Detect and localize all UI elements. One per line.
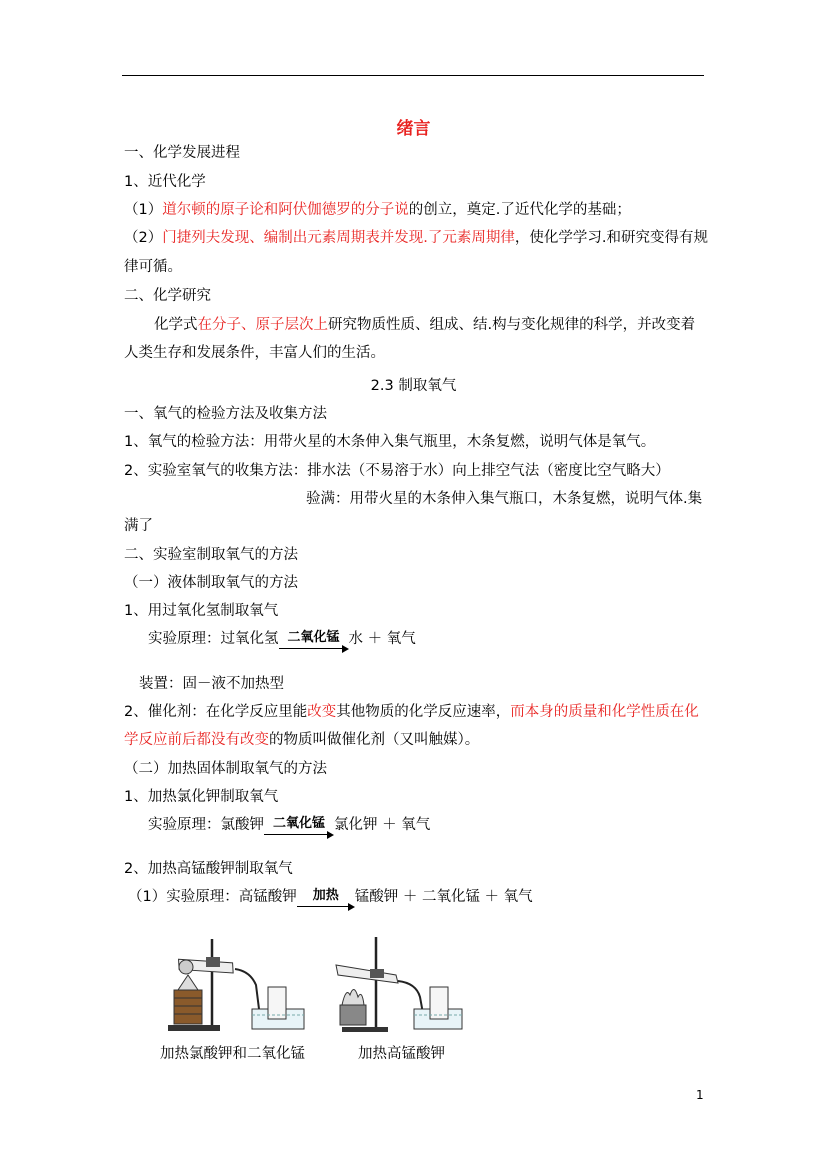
- eq3-reactant: （1）实验原理：高锰酸钾: [128, 889, 297, 905]
- catalyst-line1: [124, 702, 699, 722]
- equation-3: [128, 883, 533, 911]
- catalyst-line2: [124, 730, 479, 750]
- eq1-condition: 二氧化锰: [287, 630, 340, 645]
- cat-c: 的物质叫做催化剂（又叫触媒）。: [269, 732, 480, 748]
- equation-2: [148, 811, 430, 839]
- eq3-arrow: [297, 889, 355, 911]
- p1-rest: 的创立，奠定.了近代化学的基础；: [408, 202, 631, 218]
- figure-caption-left: 加热氯酸钾和二氧化锰: [160, 1046, 305, 1062]
- eq3-products: 锰酸钾 ＋ 二氧化锰 ＋ 氧气: [354, 889, 533, 905]
- eq1-products: 水 ＋ 氧气: [348, 631, 416, 647]
- arrow-icon: [264, 831, 334, 839]
- p2-prefix: （2）: [124, 230, 163, 246]
- cat-a: 2、催化剂：在化学反应里能: [124, 704, 308, 720]
- eq2-condition: 二氧化锰: [272, 816, 325, 831]
- chapter-title: 2.3 制取氧气: [370, 378, 457, 394]
- part1-item1: 1、氧气的检验方法：用带火星的木条伸入集气瓶里，木条复燃，说明气体是氧气。: [124, 434, 656, 450]
- section1-para2-cont: 律可循。: [124, 259, 182, 275]
- equation-1: [148, 625, 416, 653]
- eq3-condition: 加热: [312, 888, 339, 903]
- p2-rest: ，使化学学习.和研究变得有规: [514, 230, 708, 246]
- p1-highlight: 道尔顿的原子论和阿伏伽德罗的分子说: [162, 202, 409, 218]
- cat-red3: 学反应前后都没有改变: [124, 732, 269, 748]
- s2-highlight: 在分子、原子层次上: [197, 317, 328, 333]
- section2-para: [154, 315, 695, 335]
- part1-item2-cont: 验满：用带火星的木条伸入集气瓶口，木条复燃，说明气体.集: [306, 491, 703, 507]
- part1-item2-cont2: 满了: [124, 518, 153, 534]
- page-title: 绪言: [396, 119, 431, 139]
- eq1-reactant: 实验原理：过氧化氢: [148, 631, 279, 647]
- apparatus-kclo3-figure: [160, 935, 308, 1035]
- section1-heading: 一、化学发展进程: [124, 145, 240, 161]
- part2-sub1: （一）液体制取氧气的方法: [124, 575, 298, 591]
- eq1-arrow: [279, 631, 349, 653]
- cat-b: 其他物质的化学反应速率，: [336, 704, 511, 720]
- p2-highlight: 门捷列夫发现、编制出元素周期表并发现.了元素周期律: [162, 230, 515, 246]
- page-number: 1: [696, 1088, 704, 1102]
- part2-sub2-item1: 1、加热氯化钾制取氧气: [124, 789, 279, 805]
- eq2-arrow: [264, 817, 334, 839]
- cat-red2: 而本身的质量和化学性质在化: [510, 704, 699, 720]
- eq2-reactant: 实验原理：氯酸钾: [148, 817, 264, 833]
- arrow-icon: [279, 645, 349, 653]
- arrow-icon: [297, 903, 355, 911]
- part2-heading: 二、实验室制取氧气的方法: [124, 547, 298, 563]
- s2-a: 化学式: [154, 317, 198, 333]
- section2-para-cont: 人类生存和发展条件，丰富人们的生活。: [124, 345, 385, 361]
- p1-prefix: （1）: [124, 202, 163, 218]
- part2-sub2-item2: 2、加热高锰酸钾制取氧气: [124, 861, 293, 877]
- part2-sub1-item1: 1、用过氧化氢制取氧气: [124, 603, 279, 619]
- section1-sub1: 1、近代化学: [124, 174, 206, 190]
- cat-red1: 改变: [307, 704, 337, 720]
- section1-para1: [124, 200, 631, 220]
- device-line: 装置：固－液不加热型: [139, 676, 284, 692]
- section2-heading: 二、化学研究: [124, 288, 211, 304]
- apparatus-kmno4-figure: [326, 935, 466, 1035]
- part2-sub2: （二）加热固体制取氧气的方法: [124, 761, 327, 777]
- part1-heading: 一、氧气的检验方法及收集方法: [124, 406, 327, 422]
- part1-item2: 2、实验室氧气的收集方法：排水法（不易溶于水）向上排空气法（密度比空气略大）: [124, 463, 670, 479]
- section1-para2: [124, 228, 708, 248]
- eq2-products: 氯化钾 ＋ 氧气: [334, 817, 431, 833]
- header-rule: [122, 75, 704, 76]
- s2-b: 研究物质性质、组成、结.构与变化规律的科学，并改变着: [328, 317, 696, 333]
- figure-caption-right: 加热高锰酸钾: [358, 1046, 445, 1062]
